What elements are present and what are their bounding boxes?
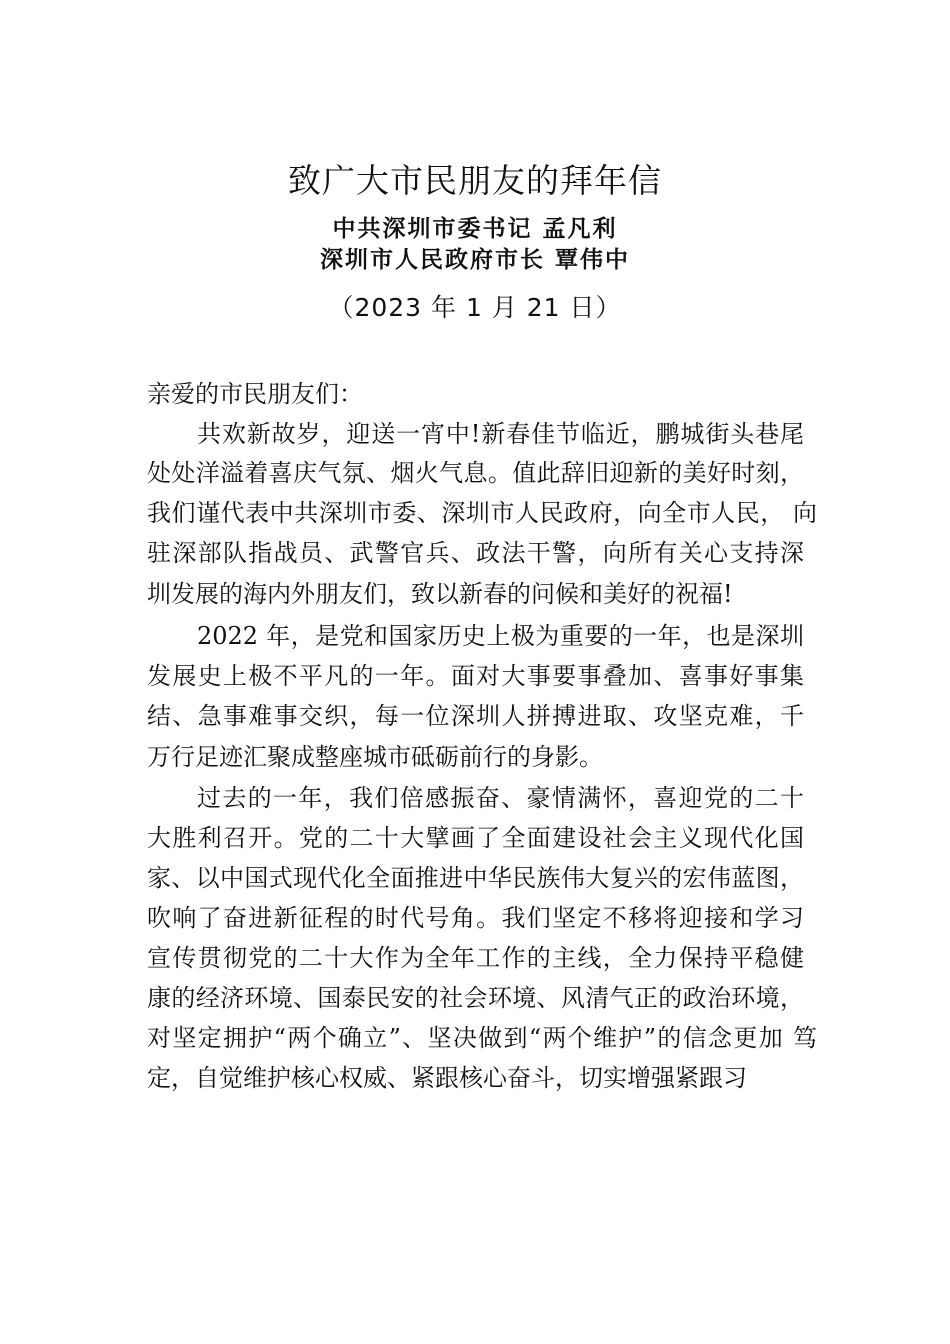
paragraph-3-line-3: 家、以中国式现代化全面推进中华民族伟大复兴的宏伟蓝图， [147, 864, 804, 892]
paragraph-2-line-4: 万行足迹汇聚成整座城市砥砺前行的身影。 [147, 743, 603, 771]
paragraph-1-line-5: 圳发展的海内外朋友们，致以新春的问候和美好的祝福! [147, 580, 733, 608]
paragraph-1-line-3: 我们谨代表中共深圳市委、深圳市人民政府，向全市人民， 向 [147, 499, 817, 527]
paragraph-3-line-7: 对坚定拥护“两个确立”、坚决做到“两个维护”的信念更加 笃 [147, 1024, 817, 1052]
paragraph-1-line-1: 共欢新故岁，迎送一宵中!新春佳节临近，鹏城街头巷尾 [197, 420, 804, 448]
letter-date: （2023 年 1 月 21 日） [328, 293, 622, 322]
paragraph-3-line-2: 大胜利召开。党的二十大擘画了全面建设社会主义现代化国 [147, 824, 804, 852]
author-mayor: 深圳市人民政府市长 覃伟中 [319, 246, 630, 273]
salutation: 亲爱的市民朋友们： [147, 380, 363, 408]
paragraph-3-line-4: 吹响了奋进新征程的时代号角。我们坚定不移将迎接和学习 [147, 904, 804, 932]
paragraph-3-line-5: 宣传贯彻党的二十大作为全年工作的主线，全力保持平稳健 [147, 944, 804, 972]
paragraph-3-line-6: 康的经济环境、国泰民安的社会环境、风清气正的政治环境， [147, 984, 804, 1012]
paragraph-3-line-8: 定，自觉维护核心权威、紧跟核心奋斗，切实增强紧跟习 [147, 1064, 747, 1092]
paragraph-2-line-1: 2022 年，是党和国家历史上极为重要的一年，也是深圳 [197, 622, 804, 650]
document-title: 致广大市民朋友的拜年信 [288, 161, 662, 200]
paragraph-3-line-1: 过去的一年，我们倍感振奋、豪情满怀，喜迎党的二十 [197, 784, 804, 812]
author-party-secretary: 中共深圳市委书记 孟凡利 [332, 215, 618, 242]
paragraph-2-line-2: 发展史上极不平凡的一年。面对大事要事叠加、喜事好事集 [147, 662, 804, 690]
paragraph-1-line-4: 驻深部队指战员、武警官兵、政法干警，向所有关心支持深 [147, 539, 804, 567]
paragraph-2-line-3: 结、急事难事交织，每一位深圳人拼搏进取、攻坚克难，千 [147, 702, 804, 730]
paragraph-1-line-2: 处处洋溢着喜庆气氛、烟火气息。值此辞旧迎新的美好时刻， [147, 459, 804, 487]
